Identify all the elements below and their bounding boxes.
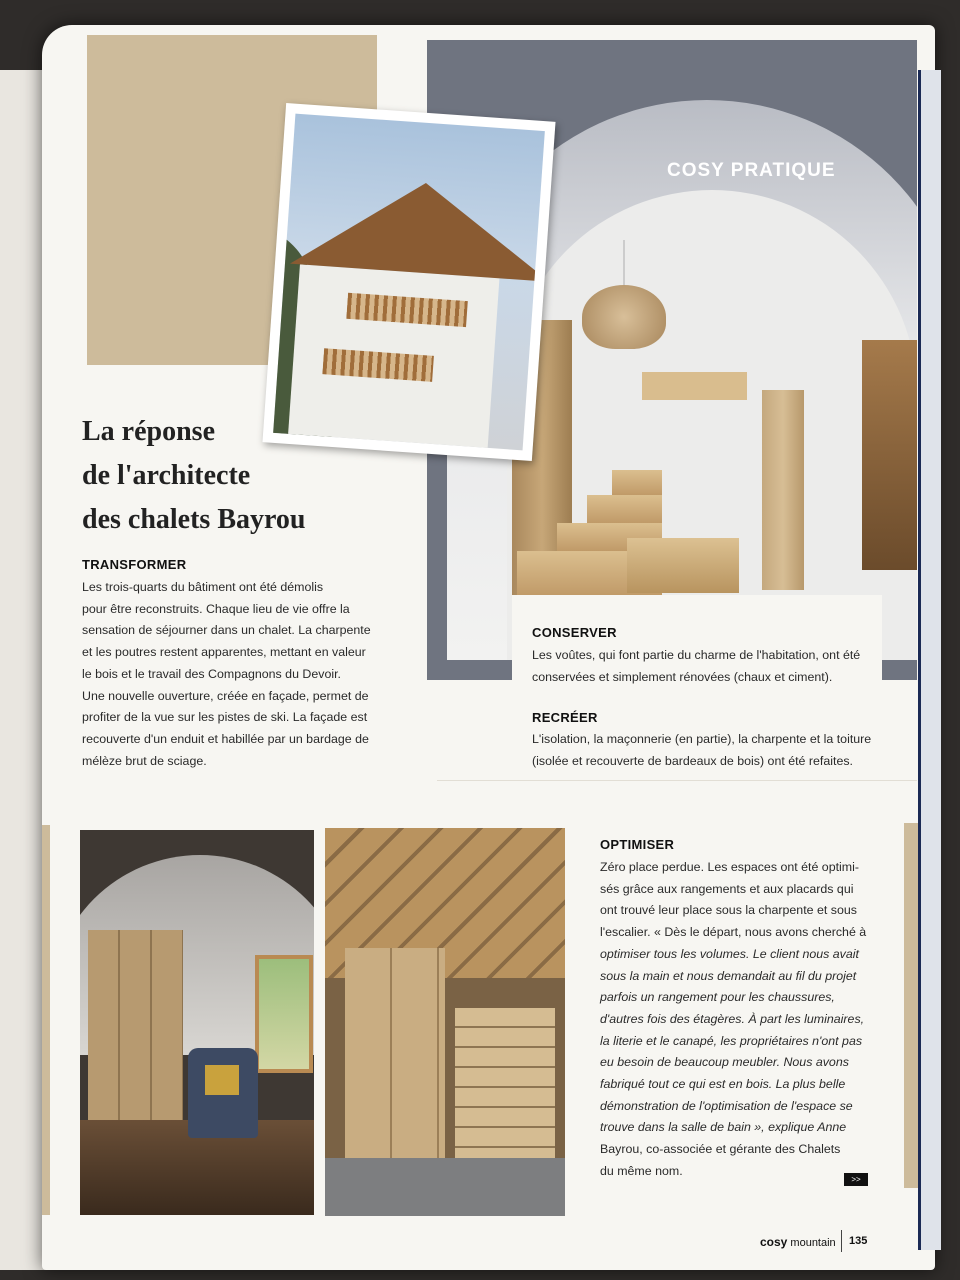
text-transformer — [82, 577, 382, 772]
stair-step — [612, 470, 662, 495]
text-optimiser — [600, 857, 900, 1183]
decorative-bar — [904, 823, 918, 1188]
text-line: eu besoin de beaucoup meubler. Nous avons — [600, 1055, 849, 1070]
heading-recreer: RECRÉER — [532, 710, 598, 725]
page-edge — [918, 70, 941, 1250]
text-line: Une nouvelle ouverture, créée en façade, permet de — [82, 688, 369, 703]
section-label: COSY PRATIQUE — [667, 160, 836, 181]
text-line: Zéro place perdue. Les espaces ont été optimi- — [600, 860, 859, 874]
brand-bold: cosy — [760, 1235, 788, 1249]
heading-optimiser: OPTIMISER — [600, 837, 675, 852]
coat-shelf — [642, 372, 747, 400]
title-line: des chalets Bayrou — [82, 504, 306, 535]
chalet-roof — [290, 174, 545, 282]
footer-divider — [841, 1230, 842, 1252]
text-recreer — [532, 729, 882, 772]
brand-rest: mountain — [787, 1237, 836, 1249]
text-line: parfois un rangement pour les chaussures, — [600, 990, 835, 1005]
text-line: la literie et le canapé, les propriétaires n'ont pas — [600, 1033, 863, 1048]
title-line: de l'architecte — [82, 460, 251, 491]
text-line: du même nom. — [600, 1163, 683, 1178]
continue-arrow-icon: >> — [844, 1173, 868, 1186]
text-line: sous la main et nous demandait au fil du projet — [600, 968, 857, 983]
bedroom-view — [862, 340, 917, 570]
window — [255, 955, 313, 1073]
pendant-lamp — [582, 285, 666, 349]
magazine-page — [42, 25, 935, 1270]
wooden-bench — [627, 538, 739, 593]
text-line: Les trois-quarts du bâtiment ont été démolis — [82, 580, 324, 594]
stair-step — [587, 495, 662, 523]
text-line: démonstration de l'optimisation de l'espace se — [600, 1098, 853, 1113]
tile-floor — [325, 1158, 565, 1216]
text-line: profiter de la vue sur les pistes de ski. La façade est — [82, 710, 368, 725]
chalet-exterior-photo — [262, 103, 555, 461]
wooden-wardrobe — [88, 930, 183, 1130]
text-line: (isolée et recouverte de bardeaux de bois) ont été refaites. — [532, 753, 853, 768]
cushion — [205, 1065, 239, 1095]
text-line: l'escalier. « Dès le départ, nous avons cherché à — [600, 925, 867, 940]
built-in-wardrobe — [345, 948, 445, 1178]
text-line: le bois et le travail des Compagnons du Devoir. — [82, 666, 341, 681]
title-line: La réponse — [82, 416, 215, 447]
text-line: d'autres fois des étagères. À part les luminaires, — [600, 1011, 865, 1026]
text-line: Les voûtes, qui font partie du charme de l'habitation, ont été — [532, 648, 861, 662]
text-line: conservées et simplement rénovées (chaux et ciment). — [532, 669, 833, 684]
heading-transformer: TRANSFORMER — [82, 557, 187, 572]
text-line: Bayrou, co-associée et gérante des Chalets — [600, 1142, 841, 1157]
text-line: ont trouvé leur place sous la charpente et sous — [600, 903, 857, 918]
article-title — [82, 410, 402, 542]
text-line: fabriqué tout ce qui est en bois. La plus belle — [600, 1077, 846, 1092]
text-conserver — [532, 645, 882, 688]
lamp-cord — [623, 240, 625, 286]
text-line: recouverte d'un enduit et habillée par un bardage de — [82, 731, 369, 746]
text-line: trouve dans la salle de bain », explique Anne — [600, 1120, 847, 1135]
text-line: L'isolation, la maçonnerie (en partie), la charpente et la toiture — [532, 732, 872, 746]
wooden-door — [762, 390, 804, 590]
under-stair-storage — [455, 1008, 555, 1168]
staircase-storage-photo — [325, 828, 565, 1216]
text-line: et les poutres restent apparentes, mettant en valeur — [82, 645, 366, 660]
divider — [437, 780, 917, 781]
text-line: pour être reconstruits. Chaque lieu de vie offre la — [82, 601, 350, 616]
decorative-bar — [42, 825, 50, 1215]
text-line: optimiser tous les volumes. Le client nous avait — [600, 946, 859, 961]
text-line: mélèze brut de sciage. — [82, 753, 207, 768]
text-line: sés grâce aux rangements et aux placards qui — [600, 881, 854, 896]
page-number: 135 — [849, 1235, 868, 1247]
text-line: sensation de séjourner dans un chalet. La charpente — [82, 623, 371, 638]
heading-conserver: CONSERVER — [532, 625, 617, 640]
magazine-brand — [760, 1235, 836, 1249]
vaulted-bedroom-photo — [80, 830, 314, 1215]
